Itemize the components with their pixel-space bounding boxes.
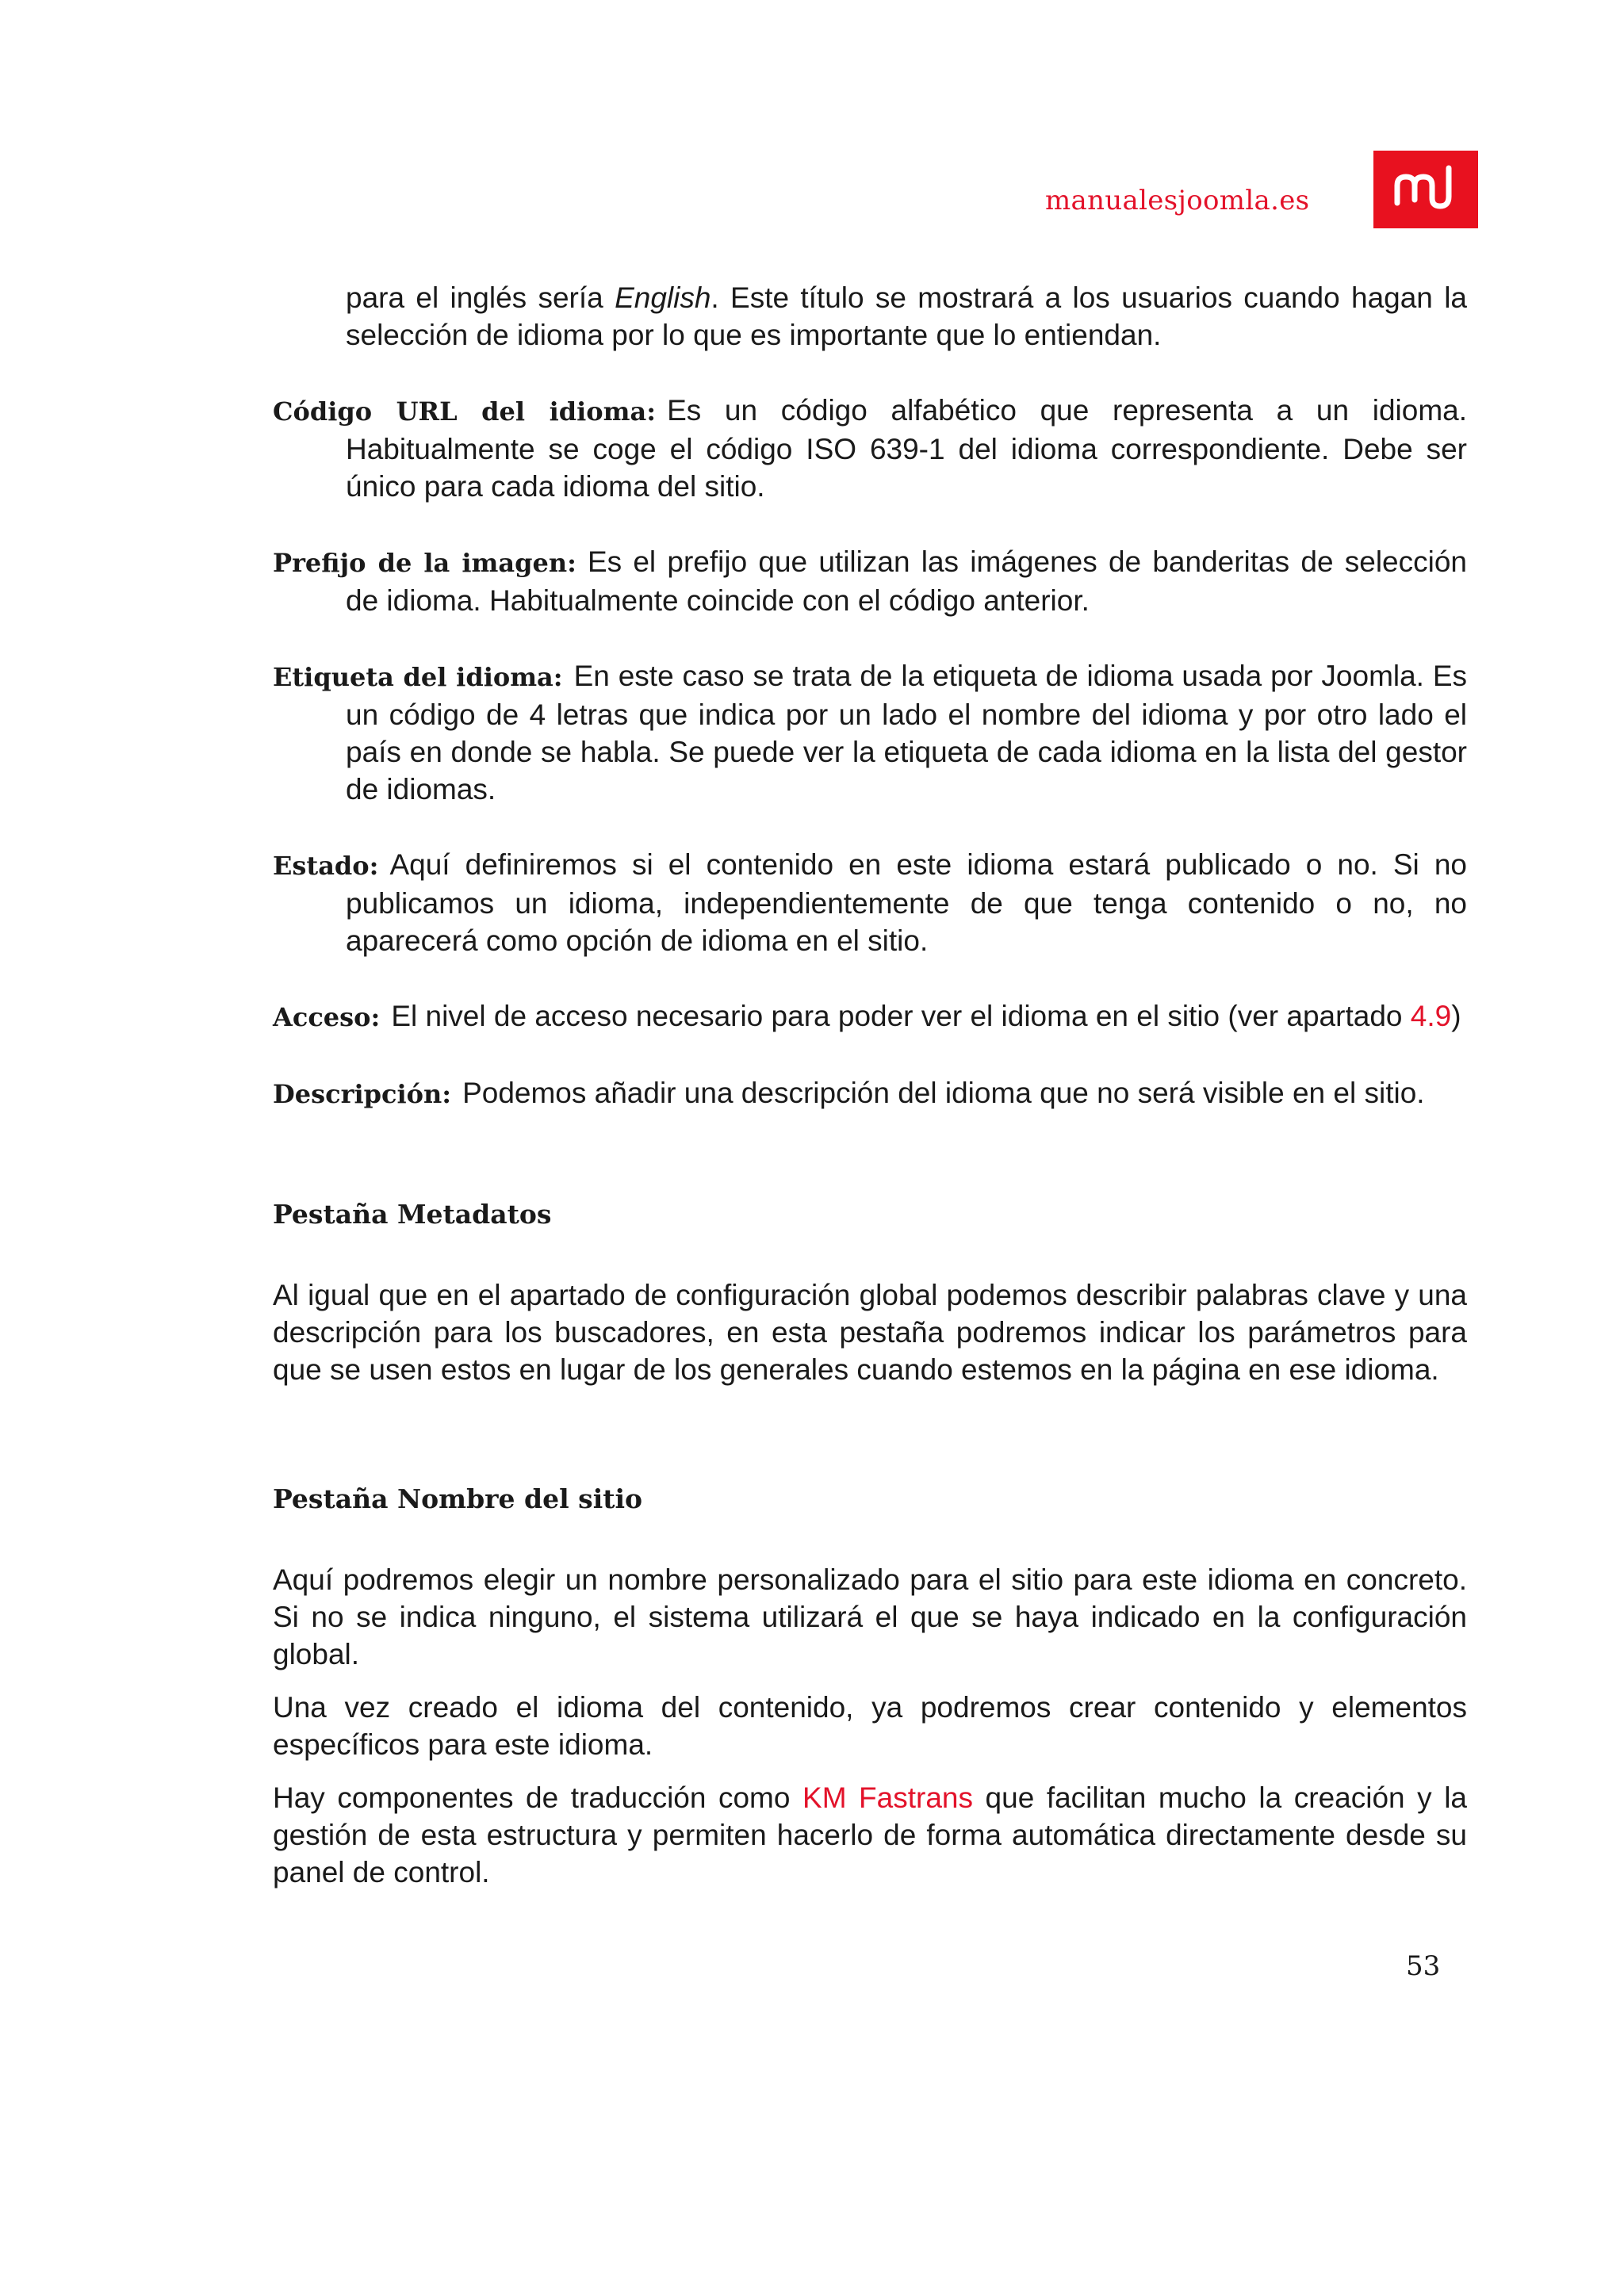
- km-fastrans-link[interactable]: KM Fastrans: [802, 1781, 973, 1814]
- definition-acceso: [273, 997, 1467, 1036]
- definition-text: En este caso se trata de la etiqueta de idioma usada por Joomla. Es un código de 4 letras que indica por un lado el nombre del idioma y por otro lado el país en donde se habla. Se puede ver la etiqueta de cada idioma en la lista del gestor de idiomas.: [346, 660, 1468, 806]
- section-title-metadatos: Pestaña Metadatos: [273, 1199, 552, 1230]
- definition-etiqueta-idioma: [273, 657, 1467, 808]
- paragraph-text: Hay componentes de traducción como: [273, 1781, 803, 1814]
- definition-prefijo-imagen: [273, 543, 1467, 619]
- intro-text-b: . Este título se mostrará a los usuarios cuando hagan la selección de idioma por lo que es importante que lo entiendan.: [346, 281, 1467, 351]
- intro-italic: English: [615, 281, 711, 314]
- paragraph: Al igual que en el apartado de configuración global podemos describir palabras clave y una descripción para los buscadores, en esta pestaña podremos indicar los parámetros para que se usen estos en lugar de los generales cuando estemos en la página en ese idioma.: [273, 1279, 1467, 1386]
- manualesjoomla-logo[interactable]: [1373, 151, 1478, 228]
- mj-logo-icon: [1373, 151, 1478, 228]
- site-name[interactable]: manualesjoomla.es: [1045, 185, 1310, 216]
- paragraph: Aquí podremos elegir un nombre personalizado para el sitio para este idioma en concreto. Si no se indica ninguno, el sistema utilizará el que se haya indicado en la configuración global.: [273, 1563, 1467, 1670]
- definition-term: Acceso:: [273, 1002, 381, 1032]
- page-number: 53: [1406, 1950, 1441, 1982]
- definition-text: Podemos añadir una descripción del idioma que no será visible en el sitio.: [462, 1077, 1425, 1109]
- section-title-nombre-sitio: Pestaña Nombre del sitio: [273, 1483, 643, 1514]
- definition-term: Descripción:: [273, 1079, 452, 1109]
- definition-term: Estado:: [273, 851, 379, 881]
- main-content: [273, 279, 1467, 1891]
- definition-descripcion: [273, 1074, 1467, 1113]
- definition-text-end: ): [1451, 1000, 1461, 1032]
- definition-text: Es un código alfabético que representa a un idioma. Habitualmente se coge el código ISO 639-1 del idioma correspondiente. Debe ser único para cada idioma del sitio.: [346, 394, 1468, 503]
- definition-term: Código URL del idioma:: [273, 396, 657, 427]
- intro-continuation: [273, 279, 1467, 354]
- definition-text: Es el prefijo que utilizan las imágenes de banderitas de selección de idioma. Habitualmente coincide con el código anterior.: [346, 545, 1467, 617]
- definition-estado: [273, 846, 1467, 959]
- definition-term: Etiqueta del idioma:: [273, 662, 563, 692]
- definition-term: Prefijo de la imagen:: [273, 548, 576, 578]
- definition-text: Aquí definiremos si el contenido en este idioma estará publicado o no. Si no publicamos un idioma, independientemente de que tenga contenido o no, no aparecerá como opción de idioma en el sitio.: [346, 848, 1467, 957]
- intro-text-a: para el inglés sería: [346, 281, 615, 314]
- section-reference-link[interactable]: 4.9: [1410, 1000, 1452, 1032]
- definition-text: El nivel de acceso necesario para poder ver el idioma en el sitio (ver apartado: [391, 1000, 1411, 1032]
- paragraph: Una vez creado el idioma del contenido, ya podremos crear contenido y elementos específicos para este idioma.: [273, 1691, 1467, 1761]
- paragraph-with-link: [273, 1779, 1467, 1891]
- paragraph-text: que facilitan mucho la creación y la gestión de esta estructura y permiten hacerlo de forma automática directamente desde su panel de control.: [273, 1781, 1467, 1888]
- definition-codigo-url: [273, 392, 1467, 505]
